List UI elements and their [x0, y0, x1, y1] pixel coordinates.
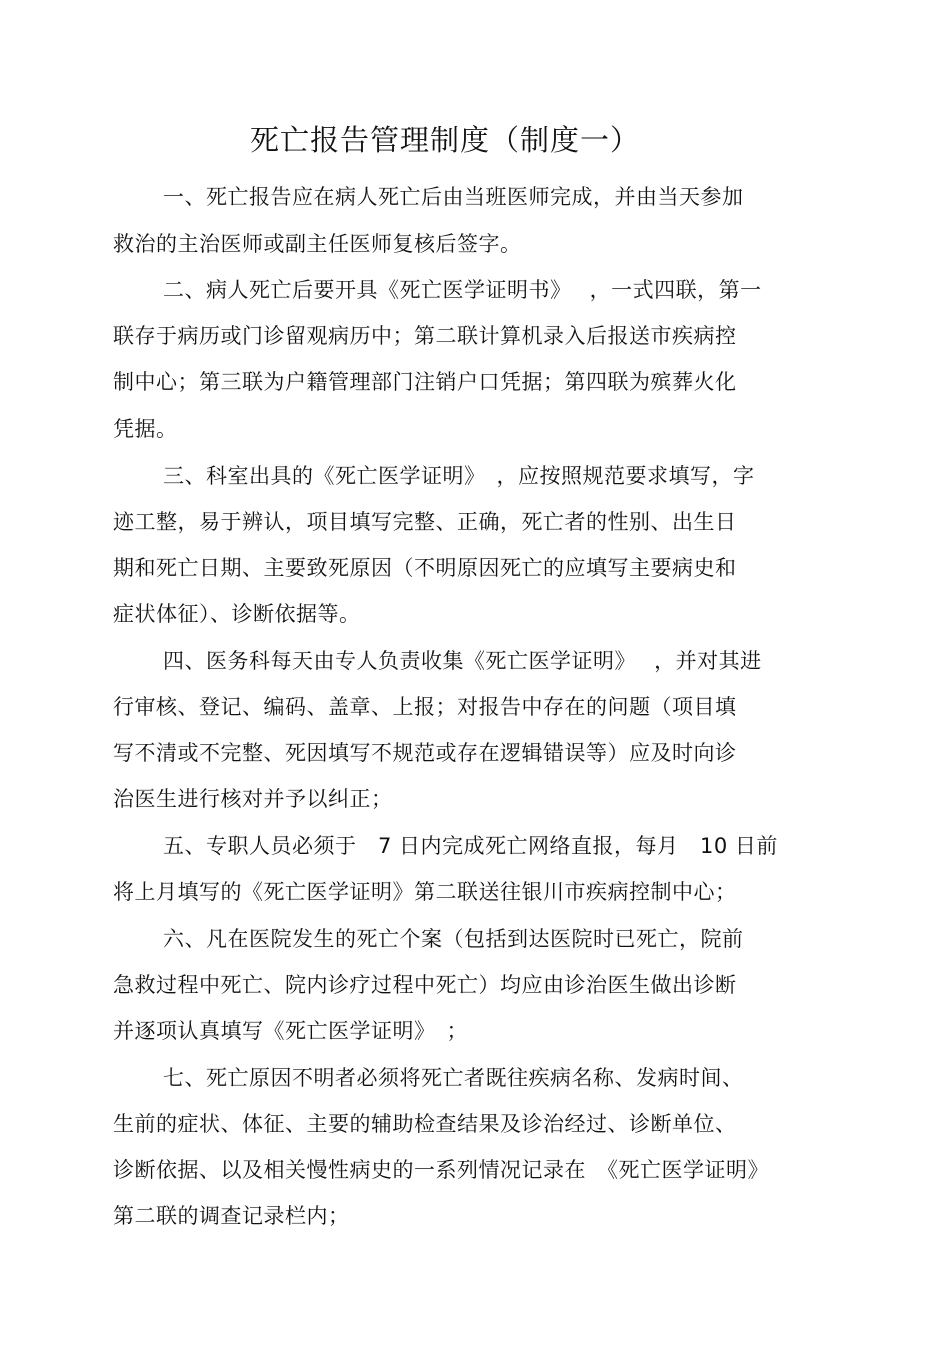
paragraph-3-line-3: 期和死亡日期、主要致死原因（不明原因死亡的应填写主要病史和	[113, 556, 737, 580]
paragraph-7-line-3: 诊断依据、以及相关慢性病史的一系列情况记录在 《死亡医学证明》	[113, 1158, 769, 1182]
paragraph-2-line-1: 二、病人死亡后要开具《死亡医学证明书》 ，一式四联，第一	[163, 278, 762, 302]
paragraph-2-line-3: 制中心；第三联为户籍管理部门注销户口凭据；第四联为殡葬火化	[113, 370, 737, 394]
document-title: 死亡报告管理制度（制度一）	[250, 123, 641, 157]
paragraph-7-line-1: 七、死亡原因不明者必须将死亡者既往疾病名称、发病时间、	[163, 1066, 744, 1090]
paragraph-6-line-1: 六、凡在医院发生的死亡个案（包括到达医院时已死亡，院前	[163, 927, 744, 951]
paragraph-7-line-4: 第二联的调查记录栏内；	[113, 1204, 350, 1228]
paragraph-6-line-2: 急救过程中死亡、院内诊疗过程中死亡）均应由诊治医生做出诊断	[113, 973, 737, 997]
paragraph-3-line-1: 三、科室出具的《死亡医学证明》 ，应按照规范要求填写，字	[163, 464, 755, 488]
paragraph-4-line-2: 行审核、登记、编码、盖章、上报；对报告中存在的问题（项目填	[113, 695, 737, 719]
paragraph-1-line-1: 一、死亡报告应在病人死亡后由当班医师完成，并由当天参加	[163, 185, 744, 209]
paragraph-3-line-4: 症状体征）、诊断依据等。	[113, 602, 361, 626]
paragraph-2-line-2: 联存于病历或门诊留观病历中；第二联计算机录入后报送市疾病控	[113, 324, 737, 348]
paragraph-6-line-3: 并逐项认真填写《死亡医学证明》 ；	[113, 1019, 468, 1043]
paragraph-3-line-2: 迹工整，易于辨认，项目填写完整、正确，死亡者的性别、出生日	[113, 510, 737, 534]
paragraph-7-line-2: 生前的症状、体征、主要的辅助检查结果及诊治经过、诊断单位、	[113, 1112, 737, 1136]
paragraph-2-line-4: 凭据。	[113, 417, 178, 441]
paragraph-4-line-4: 治医生进行核对并予以纠正；	[113, 787, 393, 811]
paragraph-5-line-2: 将上月填写的《死亡医学证明》第二联送往银川市疾病控制中心；	[113, 880, 737, 904]
paragraph-1-line-2: 救治的主治医师或副主任医师复核后签字。	[113, 232, 522, 256]
paragraph-5-line-1: 五、专职人员必须于 7 日内完成死亡网络直报，每月 10 日前	[163, 834, 778, 858]
paragraph-4-line-3: 写不清或不完整、死因填写不规范或存在逻辑错误等）应及时向诊	[113, 741, 737, 765]
paragraph-4-line-1: 四、医务科每天由专人负责收集《死亡医学证明》 ，并对其进	[163, 649, 762, 673]
